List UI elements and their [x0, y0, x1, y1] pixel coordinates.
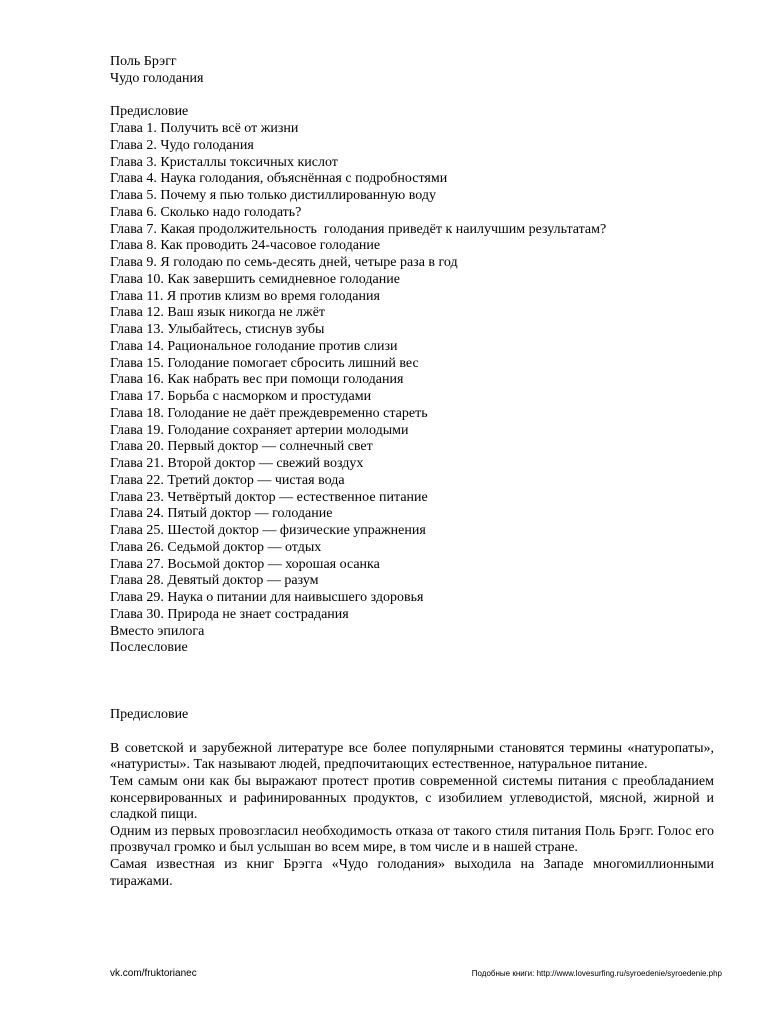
toc-item: Глава 18. Голодание не даёт преждевременно стареть: [110, 405, 428, 421]
toc-item: Глава 17. Борьба с насморком и простудами: [110, 389, 372, 404]
toc-item: Глава 14. Рациональное голодание против слизи: [110, 338, 398, 354]
toc-item: Глава 3. Кристаллы токсичных кислот: [110, 154, 338, 170]
spacer: [110, 724, 714, 741]
table-of-contents: [110, 104, 714, 657]
footer-similar-books-link[interactable]: Подобные книги: http://www.lovesurfing.ru/syroedenie/syroedenie.php: [471, 969, 722, 978]
toc-item: Глава 20. Первый доктор — солнечный свет: [110, 439, 373, 455]
section-title: Предисловие: [110, 707, 189, 722]
body-paragraph: Одним из первых провозгласил необходимость отказа от такого стиля питания Поль Брэгг. Голос его прозвучал громко и был услышан во всем мире, в том числе и в нашей стране.: [110, 823, 714, 856]
toc-item: Глава 26. Седьмой доктор — отдых: [110, 539, 322, 555]
body-paragraph: Тем самым они как бы выражают протест против современной системы питания с преобладанием консервированных и рафинированных продуктов, с изобилием углеводистой, мясной, жирной и сладкой пищи.: [110, 773, 714, 823]
toc-item: Глава 10. Как завершить семидневное голодание: [110, 271, 400, 287]
toc-item: Глава 16. Как набрать вес при помощи голодания: [110, 372, 404, 388]
spacer: [110, 657, 714, 707]
toc-item: Глава 2. Чудо голодания: [110, 137, 254, 153]
toc-item: Глава 19. Голодание сохраняет артерии молодыми: [110, 422, 409, 438]
toc-item: Предисловие: [110, 104, 189, 120]
toc-item: Глава 1. Получить всё от жизни: [110, 121, 299, 136]
toc-item: Глава 5. Почему я пью только дистиллированную воду: [110, 188, 436, 203]
toc-item: Глава 15. Голодание помогает сбросить лишний вес: [110, 355, 419, 371]
toc-item: Глава 22. Третий доктор — чистая вода: [110, 472, 345, 488]
toc-item: Глава 13. Улыбайтесь, стиснув зубы: [110, 322, 325, 337]
toc-item: Глава 27. Восьмой доктор — хорошая осанка: [110, 556, 380, 572]
toc-item: Глава 11. Я против клизм во время голодания: [110, 288, 380, 304]
toc-item: Глава 28. Девятый доктор — разум: [110, 573, 319, 589]
author-name: Поль Брэгг: [110, 54, 177, 69]
toc-item: Вместо эпилога: [110, 623, 205, 639]
toc-item: Глава 24. Пятый доктор — голодание: [110, 506, 333, 522]
toc-item: Глава 23. Четвёртый доктор — естественное питание: [110, 489, 428, 505]
toc-item: Глава 4. Наука голодания, объяснённая с подробностями: [110, 171, 448, 187]
book-title: Чудо голодания: [110, 70, 204, 86]
toc-item: Глава 12. Ваш язык никогда не лжёт: [110, 305, 326, 321]
footer-source-link[interactable]: vk.com/fruktorianec: [110, 968, 197, 979]
toc-item: Глава 30. Природа не знает сострадания: [110, 606, 349, 622]
toc-item: Глава 8. Как проводить 24-часовое голодание: [110, 238, 381, 254]
toc-item: Глава 6. Сколько надо голодать?: [110, 204, 302, 220]
spacer: [110, 88, 714, 105]
toc-item: Глава 7. Какая продолжительность голодания приведёт к наилучшим результатам?: [110, 221, 607, 237]
toc-item: Послесловие: [110, 640, 188, 656]
document-page: [110, 54, 714, 890]
body-paragraph: В советской и зарубежной литературе все более популярными становятся термины «натуропаты», «натуристы». Так называют людей, предпочитающих естественное, натуральное питание.: [110, 740, 714, 773]
body-paragraph: Самая известная из книг Брэгга «Чудо голодания» выходила на Западе многомиллионными тиражами.: [110, 856, 714, 889]
toc-item: Глава 9. Я голодаю по семь-десять дней, четыре раза в год: [110, 255, 458, 270]
toc-item: Глава 21. Второй доктор — свежий воздух: [110, 456, 364, 471]
toc-item: Глава 25. Шестой доктор — физические упражнения: [110, 523, 426, 538]
toc-item: Глава 29. Наука о питании для наивысшего здоровья: [110, 590, 424, 605]
